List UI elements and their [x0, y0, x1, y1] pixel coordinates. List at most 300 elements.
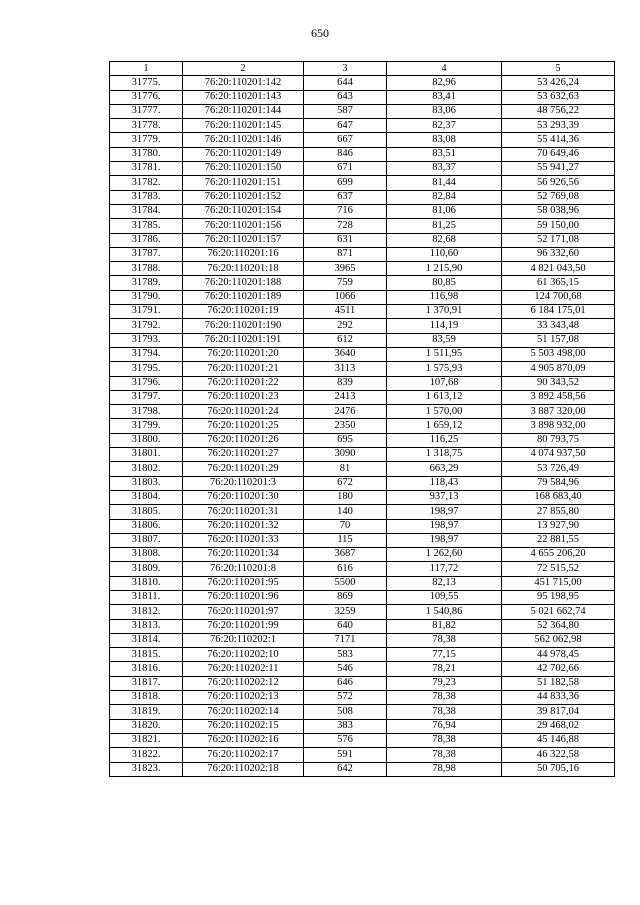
cadastral-number-cell: 76:20:110202:14	[183, 705, 304, 719]
area-cell: 695	[304, 433, 387, 447]
value-cell: 5 021 662,74	[502, 605, 615, 619]
cadastral-number-cell: 76:20:110202:15	[183, 719, 304, 733]
rate-cell: 1 318,75	[387, 448, 502, 462]
cadastral-number-cell: 76:20:110202:17	[183, 748, 304, 762]
row-number-cell: 31822.	[110, 748, 183, 762]
area-cell: 640	[304, 619, 387, 633]
cadastral-number-cell: 76:20:110201:23	[183, 390, 304, 404]
row-number-cell: 31791.	[110, 305, 183, 319]
value-cell: 51 182,58	[502, 676, 615, 690]
rate-cell: 78,38	[387, 691, 502, 705]
area-cell: 2413	[304, 390, 387, 404]
area-cell: 591	[304, 748, 387, 762]
cadastral-number-cell: 76:20:110201:22	[183, 376, 304, 390]
page-number: 650	[311, 26, 329, 40]
area-cell: 643	[304, 90, 387, 104]
rate-cell: 77,15	[387, 648, 502, 662]
rate-cell: 82,13	[387, 576, 502, 590]
table-row	[110, 676, 615, 690]
value-cell: 51 157,08	[502, 333, 615, 347]
value-cell: 56 926,56	[502, 176, 615, 190]
cadastral-number-cell: 76:20:110201:144	[183, 104, 304, 118]
rate-cell: 81,82	[387, 619, 502, 633]
value-cell: 53 632,63	[502, 90, 615, 104]
table-header	[110, 62, 615, 76]
value-cell: 451 715,00	[502, 576, 615, 590]
row-number-cell: 31823.	[110, 762, 183, 776]
area-cell: 2350	[304, 419, 387, 433]
cadastral-number-cell: 76:20:110201:16	[183, 247, 304, 261]
cadastral-number-cell: 76:20:110201:96	[183, 590, 304, 604]
value-cell: 55 414,36	[502, 133, 615, 147]
cadastral-number-cell: 76:20:110201:20	[183, 347, 304, 361]
value-cell: 39 817,04	[502, 705, 615, 719]
cadastral-number-cell: 76:20:110201:188	[183, 276, 304, 290]
cadastral-number-cell: 76:20:110202:18	[183, 762, 304, 776]
area-cell: 583	[304, 648, 387, 662]
value-cell: 80 793,75	[502, 433, 615, 447]
rate-cell: 78,38	[387, 705, 502, 719]
row-number-cell: 31814.	[110, 633, 183, 647]
rate-cell: 81,25	[387, 219, 502, 233]
area-cell: 3640	[304, 347, 387, 361]
row-number-cell: 31789.	[110, 276, 183, 290]
row-number-cell: 31795.	[110, 362, 183, 376]
cadastral-number-cell: 76:20:110201:21	[183, 362, 304, 376]
area-cell: 2476	[304, 405, 387, 419]
area-cell: 716	[304, 204, 387, 218]
value-cell: 48 756,22	[502, 104, 615, 118]
value-cell: 95 198,95	[502, 590, 615, 604]
area-cell: 572	[304, 691, 387, 705]
row-number-cell: 31817.	[110, 676, 183, 690]
area-cell: 637	[304, 190, 387, 204]
row-number-cell: 31821.	[110, 733, 183, 747]
header-cell: 4	[387, 62, 502, 76]
rate-cell: 109,55	[387, 590, 502, 604]
row-number-cell: 31790.	[110, 290, 183, 304]
cadastral-number-cell: 76:20:110202:16	[183, 733, 304, 747]
cadastral-number-cell: 76:20:110201:142	[183, 76, 304, 90]
cadastral-number-cell: 76:20:110201:145	[183, 119, 304, 133]
rate-cell: 81,06	[387, 204, 502, 218]
area-cell: 4511	[304, 305, 387, 319]
row-number-cell: 31807.	[110, 533, 183, 547]
cadastral-number-cell: 76:20:110201:99	[183, 619, 304, 633]
cadastral-number-cell: 76:20:110201:149	[183, 147, 304, 161]
rate-cell: 1 262,60	[387, 548, 502, 562]
cadastral-number-cell: 76:20:110201:3	[183, 476, 304, 490]
row-number-cell: 31810.	[110, 576, 183, 590]
value-cell: 61 365,15	[502, 276, 615, 290]
area-cell: 508	[304, 705, 387, 719]
rate-cell: 80,85	[387, 276, 502, 290]
cadastral-number-cell: 76:20:110201:31	[183, 505, 304, 519]
header-cell: 1	[110, 62, 183, 76]
cadastral-number-cell: 76:20:110201:191	[183, 333, 304, 347]
table-row	[110, 419, 615, 433]
rate-cell: 78,21	[387, 662, 502, 676]
row-number-cell: 31818.	[110, 691, 183, 705]
row-number-cell: 31800.	[110, 433, 183, 447]
row-number-cell: 31788.	[110, 262, 183, 276]
area-cell: 647	[304, 119, 387, 133]
row-number-cell: 31782.	[110, 176, 183, 190]
rate-cell: 1 540,86	[387, 605, 502, 619]
value-cell: 13 927,90	[502, 519, 615, 533]
row-number-cell: 31805.	[110, 505, 183, 519]
value-cell: 53 426,24	[502, 76, 615, 90]
cadastral-number-cell: 76:20:110202:13	[183, 691, 304, 705]
table-row	[110, 762, 615, 776]
cadastral-number-cell: 76:20:110201:146	[183, 133, 304, 147]
row-number-cell: 31783.	[110, 190, 183, 204]
value-cell: 53 726,49	[502, 462, 615, 476]
table-row	[110, 576, 615, 590]
row-number-cell: 31811.	[110, 590, 183, 604]
table-row	[110, 648, 615, 662]
row-number-cell: 31780.	[110, 147, 183, 161]
row-number-cell: 31815.	[110, 648, 183, 662]
table-row	[110, 262, 615, 276]
row-number-cell: 31808.	[110, 548, 183, 562]
value-cell: 46 322,58	[502, 748, 615, 762]
rate-cell: 116,98	[387, 290, 502, 304]
row-number-cell: 31777.	[110, 104, 183, 118]
rate-cell: 1 511,95	[387, 347, 502, 361]
value-cell: 90 343,52	[502, 376, 615, 390]
area-cell: 3965	[304, 262, 387, 276]
table-row	[110, 433, 615, 447]
area-cell: 871	[304, 247, 387, 261]
rate-cell: 1 575,93	[387, 362, 502, 376]
area-cell: 3090	[304, 448, 387, 462]
value-cell: 42 702,66	[502, 662, 615, 676]
table-row	[110, 519, 615, 533]
area-cell: 3259	[304, 605, 387, 619]
table-row	[110, 204, 615, 218]
table-row	[110, 347, 615, 361]
row-number-cell: 31819.	[110, 705, 183, 719]
row-number-cell: 31804.	[110, 490, 183, 504]
cadastral-number-cell: 76:20:110201:27	[183, 448, 304, 462]
row-number-cell: 31812.	[110, 605, 183, 619]
table-row	[110, 162, 615, 176]
table-row	[110, 748, 615, 762]
value-cell: 72 515,52	[502, 562, 615, 576]
area-cell: 70	[304, 519, 387, 533]
area-cell: 616	[304, 562, 387, 576]
value-cell: 562 062,98	[502, 633, 615, 647]
row-number-cell: 31792.	[110, 319, 183, 333]
rate-cell: 79,23	[387, 676, 502, 690]
rate-cell: 116,25	[387, 433, 502, 447]
area-cell: 546	[304, 662, 387, 676]
rate-cell: 107,68	[387, 376, 502, 390]
cadastral-number-cell: 76:20:110202:10	[183, 648, 304, 662]
rate-cell: 83,51	[387, 147, 502, 161]
value-cell: 70 649,46	[502, 147, 615, 161]
rate-cell: 83,06	[387, 104, 502, 118]
cadastral-number-cell: 76:20:110201:18	[183, 262, 304, 276]
row-number-cell: 31806.	[110, 519, 183, 533]
value-cell: 4 905 870,09	[502, 362, 615, 376]
rate-cell: 78,38	[387, 748, 502, 762]
table-row	[110, 448, 615, 462]
cadastral-number-cell: 76:20:110201:157	[183, 233, 304, 247]
row-number-cell: 31793.	[110, 333, 183, 347]
row-number-cell: 31816.	[110, 662, 183, 676]
row-number-cell: 31779.	[110, 133, 183, 147]
table-row	[110, 276, 615, 290]
table-row	[110, 619, 615, 633]
rate-cell: 198,97	[387, 505, 502, 519]
cadastral-number-cell: 76:20:110201:24	[183, 405, 304, 419]
value-cell: 44 833,36	[502, 691, 615, 705]
table-row	[110, 76, 615, 90]
area-cell: 3113	[304, 362, 387, 376]
area-cell: 667	[304, 133, 387, 147]
row-number-cell: 31781.	[110, 162, 183, 176]
row-number-cell: 31820.	[110, 719, 183, 733]
table-row	[110, 705, 615, 719]
rate-cell: 83,08	[387, 133, 502, 147]
rate-cell: 83,41	[387, 90, 502, 104]
table-row	[110, 290, 615, 304]
rate-cell: 937,13	[387, 490, 502, 504]
row-number-cell: 31778.	[110, 119, 183, 133]
rate-cell: 82,37	[387, 119, 502, 133]
area-cell: 383	[304, 719, 387, 733]
rate-cell: 117,72	[387, 562, 502, 576]
value-cell: 124 700,68	[502, 290, 615, 304]
rate-cell: 1 613,12	[387, 390, 502, 404]
table-row	[110, 476, 615, 490]
area-cell: 180	[304, 490, 387, 504]
table-row	[110, 147, 615, 161]
table-row	[110, 505, 615, 519]
table-row	[110, 90, 615, 104]
value-cell: 59 150,00	[502, 219, 615, 233]
area-cell: 7171	[304, 633, 387, 647]
cadastral-number-cell: 76:20:110201:151	[183, 176, 304, 190]
cadastral-number-cell: 76:20:110202:12	[183, 676, 304, 690]
area-cell: 115	[304, 533, 387, 547]
rate-cell: 78,38	[387, 633, 502, 647]
table-row	[110, 362, 615, 376]
cadastral-number-cell: 76:20:110202:11	[183, 662, 304, 676]
table-row	[110, 133, 615, 147]
value-cell: 4 655 206,20	[502, 548, 615, 562]
rate-cell: 81,44	[387, 176, 502, 190]
table-row	[110, 633, 615, 647]
rate-cell: 76,94	[387, 719, 502, 733]
value-cell: 44 978,45	[502, 648, 615, 662]
cadastral-number-cell: 76:20:110201:30	[183, 490, 304, 504]
row-number-cell: 31786.	[110, 233, 183, 247]
table-row	[110, 319, 615, 333]
rate-cell: 83,59	[387, 333, 502, 347]
row-number-cell: 31803.	[110, 476, 183, 490]
area-cell: 612	[304, 333, 387, 347]
cadastral-number-cell: 76:20:110201:150	[183, 162, 304, 176]
cadastral-number-cell: 76:20:110201:156	[183, 219, 304, 233]
value-cell: 58 038,96	[502, 204, 615, 218]
table-body	[110, 76, 615, 777]
row-number-cell: 31797.	[110, 390, 183, 404]
table-row	[110, 405, 615, 419]
area-cell: 839	[304, 376, 387, 390]
table-row	[110, 305, 615, 319]
row-number-cell: 31798.	[110, 405, 183, 419]
area-cell: 5500	[304, 576, 387, 590]
value-cell: 29 468,02	[502, 719, 615, 733]
row-number-cell: 31802.	[110, 462, 183, 476]
value-cell: 3 898 932,00	[502, 419, 615, 433]
area-cell: 292	[304, 319, 387, 333]
cadastral-number-cell: 76:20:110201:154	[183, 204, 304, 218]
row-number-cell: 31784.	[110, 204, 183, 218]
rate-cell: 118,43	[387, 476, 502, 490]
data-table	[109, 61, 615, 777]
row-number-cell: 31787.	[110, 247, 183, 261]
rate-cell: 1 370,91	[387, 305, 502, 319]
table-row	[110, 719, 615, 733]
table-row	[110, 233, 615, 247]
table-row	[110, 548, 615, 562]
value-cell: 79 584,96	[502, 476, 615, 490]
rate-cell: 114,19	[387, 319, 502, 333]
row-number-cell: 31775.	[110, 76, 183, 90]
area-cell: 846	[304, 147, 387, 161]
row-number-cell: 31799.	[110, 419, 183, 433]
value-cell: 45 146,88	[502, 733, 615, 747]
row-number-cell: 31801.	[110, 448, 183, 462]
value-cell: 3 892 458,56	[502, 390, 615, 404]
area-cell: 587	[304, 104, 387, 118]
table-row	[110, 333, 615, 347]
table-row	[110, 190, 615, 204]
row-number-cell: 31796.	[110, 376, 183, 390]
cadastral-number-cell: 76:20:110201:190	[183, 319, 304, 333]
table-row	[110, 390, 615, 404]
value-cell: 52 171,08	[502, 233, 615, 247]
rate-cell: 198,97	[387, 519, 502, 533]
table-row	[110, 733, 615, 747]
rate-cell: 1 659,12	[387, 419, 502, 433]
rate-cell: 198,97	[387, 533, 502, 547]
area-cell: 1066	[304, 290, 387, 304]
rate-cell: 1 215,90	[387, 262, 502, 276]
row-number-cell: 31794.	[110, 347, 183, 361]
row-number-cell: 31785.	[110, 219, 183, 233]
table-row	[110, 605, 615, 619]
rate-cell: 1 570,00	[387, 405, 502, 419]
row-number-cell: 31809.	[110, 562, 183, 576]
rate-cell: 82,68	[387, 233, 502, 247]
value-cell: 55 941,27	[502, 162, 615, 176]
table-row	[110, 219, 615, 233]
area-cell: 671	[304, 162, 387, 176]
value-cell: 5 503 498,00	[502, 347, 615, 361]
area-cell: 869	[304, 590, 387, 604]
header-cell: 3	[304, 62, 387, 76]
rate-cell: 82,96	[387, 76, 502, 90]
value-cell: 6 184 175,01	[502, 305, 615, 319]
header-row	[110, 62, 615, 76]
table-row	[110, 590, 615, 604]
cadastral-number-cell: 76:20:110201:29	[183, 462, 304, 476]
area-cell: 81	[304, 462, 387, 476]
value-cell: 3 887 320,00	[502, 405, 615, 419]
value-cell: 52 364,80	[502, 619, 615, 633]
area-cell: 631	[304, 233, 387, 247]
area-cell: 759	[304, 276, 387, 290]
value-cell: 4 821 043,50	[502, 262, 615, 276]
cadastral-number-cell: 76:20:110201:33	[183, 533, 304, 547]
cadastral-number-cell: 76:20:110201:34	[183, 548, 304, 562]
cadastral-number-cell: 76:20:110201:25	[183, 419, 304, 433]
value-cell: 168 683,40	[502, 490, 615, 504]
cadastral-number-cell: 76:20:110201:95	[183, 576, 304, 590]
area-cell: 646	[304, 676, 387, 690]
cadastral-number-cell: 76:20:110201:32	[183, 519, 304, 533]
table-row	[110, 691, 615, 705]
value-cell: 52 769,08	[502, 190, 615, 204]
value-cell: 27 855,80	[502, 505, 615, 519]
cadastral-number-cell: 76:20:110201:8	[183, 562, 304, 576]
value-cell: 33 343,48	[502, 319, 615, 333]
value-cell: 96 332,60	[502, 247, 615, 261]
rate-cell: 83,37	[387, 162, 502, 176]
cadastral-number-cell: 76:20:110201:152	[183, 190, 304, 204]
value-cell: 53 293,39	[502, 119, 615, 133]
area-cell: 140	[304, 505, 387, 519]
rate-cell: 78,98	[387, 762, 502, 776]
cadastral-number-cell: 76:20:110201:97	[183, 605, 304, 619]
area-cell: 644	[304, 76, 387, 90]
table-row	[110, 376, 615, 390]
area-cell: 642	[304, 762, 387, 776]
rate-cell: 82,84	[387, 190, 502, 204]
rate-cell: 78,38	[387, 733, 502, 747]
table-row	[110, 104, 615, 118]
area-cell: 699	[304, 176, 387, 190]
table-row	[110, 562, 615, 576]
cadastral-number-cell: 76:20:110202:1	[183, 633, 304, 647]
value-cell: 50 705,16	[502, 762, 615, 776]
value-cell: 4 074 937,50	[502, 448, 615, 462]
cadastral-number-cell: 76:20:110201:19	[183, 305, 304, 319]
area-cell: 728	[304, 219, 387, 233]
header-cell: 2	[183, 62, 304, 76]
rate-cell: 110,60	[387, 247, 502, 261]
table-row	[110, 533, 615, 547]
table-row	[110, 662, 615, 676]
table-row	[110, 176, 615, 190]
row-number-cell: 31776.	[110, 90, 183, 104]
area-cell: 3687	[304, 548, 387, 562]
rate-cell: 663,29	[387, 462, 502, 476]
table-row	[110, 490, 615, 504]
area-cell: 672	[304, 476, 387, 490]
row-number-cell: 31813.	[110, 619, 183, 633]
area-cell: 576	[304, 733, 387, 747]
cadastral-number-cell: 76:20:110201:189	[183, 290, 304, 304]
table-row	[110, 119, 615, 133]
table-row	[110, 462, 615, 476]
value-cell: 22 881,55	[502, 533, 615, 547]
